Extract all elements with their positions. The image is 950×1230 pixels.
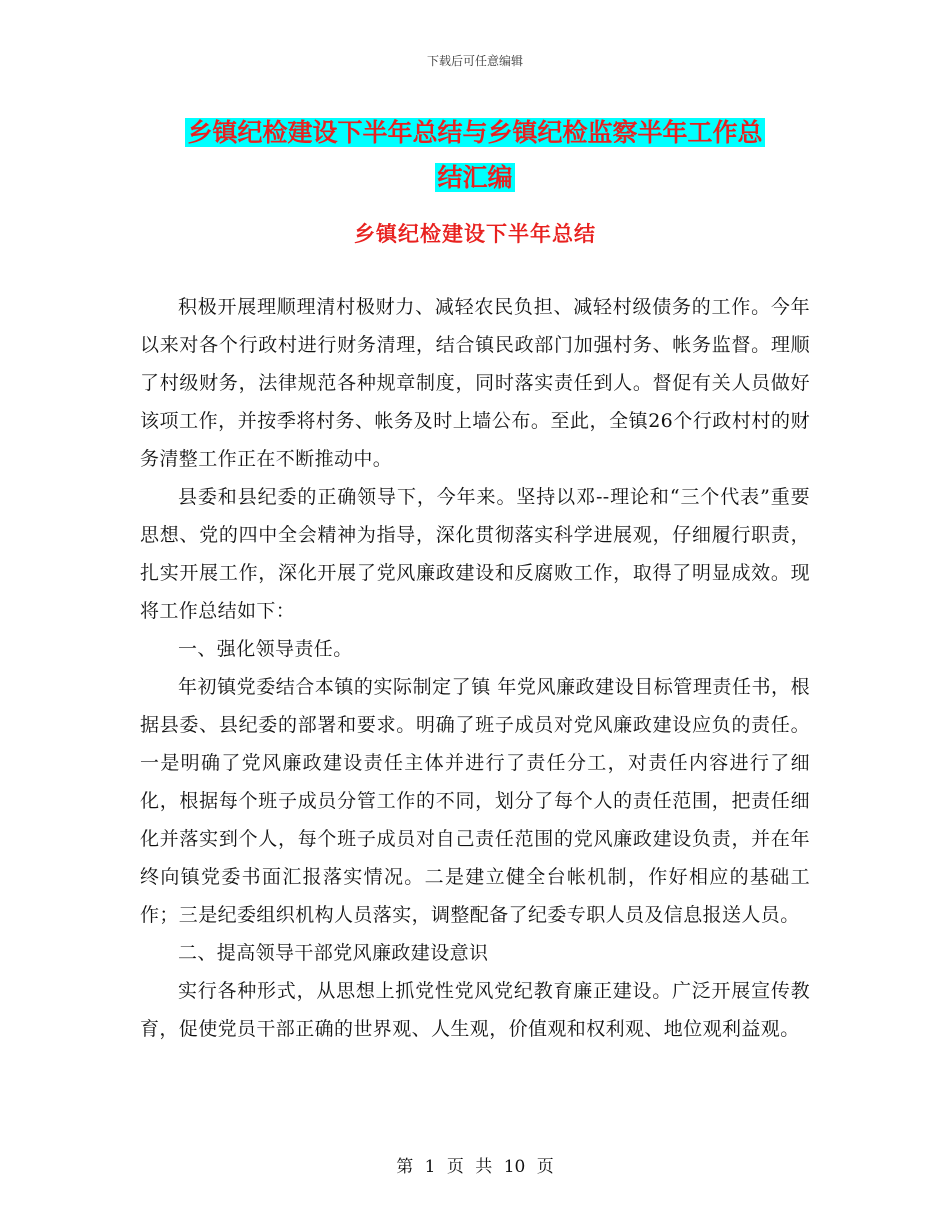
paragraph: 积极开展理顺理清村极财力、减轻农民负担、减轻村级债务的工作。今年以来对各个行政村进行财务清理，结合镇民政部门加强村务、帐务监督。理顺了村级财务，法律规范各种规章制度，同时落实责任到人。督促有关人员做好该项工作，并按季将村务、帐务及时上墙公布。至此，全镇26个行政村村的财务清整工作正在不断推动中。 — [140, 296, 810, 470]
header-note: 下载后可任意编辑 — [426, 54, 523, 68]
main-title-line-2: 结汇编 — [437, 163, 513, 192]
section-title: 乡镇纪检建设下半年总结 — [354, 222, 596, 246]
main-title — [140, 110, 810, 200]
section-heading: 二、提高领导干部党风廉政建设意识 — [178, 942, 489, 964]
paragraph: 实行各种形式，从思想上抓党性党风党纪教育廉正建设。广泛开展宣传教育，促使党员干部正确的世界观、人生观，价值观和权利观、地位观利益观。 — [140, 980, 810, 1040]
page-footer: 第 1 页 共 10 页 — [396, 1157, 554, 1177]
paragraph: 年初镇党委结合本镇的实际制定了镇 年党风廉政建设目标管理责任书，根据县委、县纪委的部署和要求。明确了班子成员对党风廉政建设应负的责任。一是明确了党风廉政建设责任主体并进行了责任分工，对责任内容进行了细化，根据每个班子成员分管工作的不同，划分了每个人的责任范围，把责任细化并落实到个人，每个班子成员对自己责任范围的党风廉政建设负责，并在年终向镇党委书面汇报落实情况。二是建立健全台帐机制，作好相应的基础工作；三是纪委组织机构人员落实，调整配备了纪委专职人员及信息报送人员。 — [140, 676, 810, 926]
section-heading: 一、强化领导责任。 — [178, 638, 353, 660]
main-title-line-1: 乡镇纪检建设下半年总结与乡镇纪检监察半年工作总 — [187, 118, 763, 147]
document-body — [140, 288, 810, 1048]
paragraph: 县委和县纪委的正确领导下，今年来。坚持以邓--理论和“三个代表”重要思想、党的四中全会精神为指导，深化贯彻落实科学进展观，仔细履行职责，扎实开展工作，深化开展了党风廉政建设和反腐败工作，取得了明显成效。现将工作总结如下： — [140, 486, 810, 622]
